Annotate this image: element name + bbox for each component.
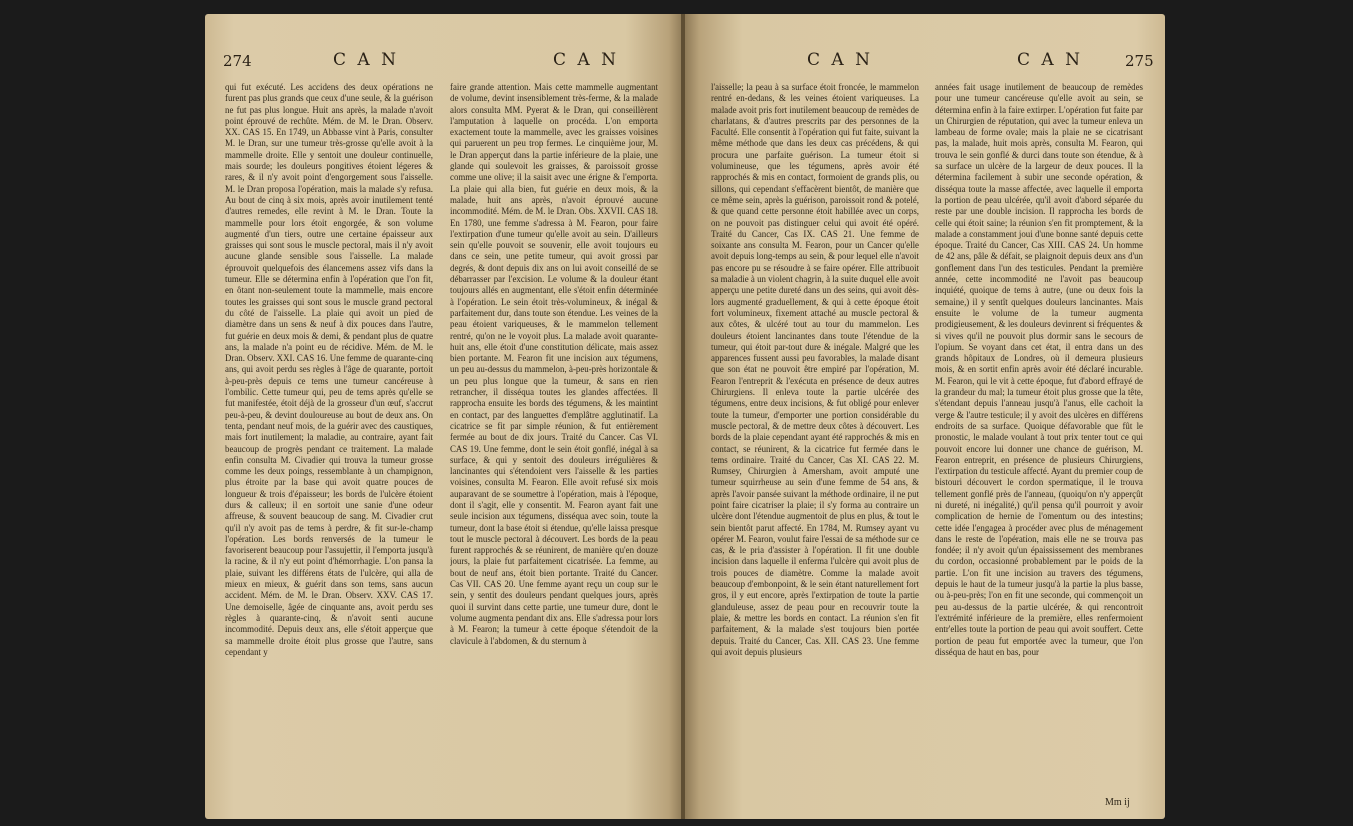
running-head: C A N [553,50,619,70]
left-page-header [223,50,673,78]
body-text: qui fut exécuté. Les accidens des deux opérations ne furent pas plus grands que ceux d'une seule, & la guérison ne fut pas plus longue. Huit ans après, la malade n'avoit point éprouvé de rechûte. Mém. de M. le Dran. Observ. XX. CAS 15. En 1749, un Abbasse vint à Paris, consulter M. le Dran, sur une tumeur très-grosse qu'elle avoit à la mammelle droite. Elle y sentoit une douleur continuelle, mais sourde; les douleurs pongitives étoient légeres & rares, & il n'y avoit point d'engorgement sous l'aisselle. M. le Dran proposa l'opération, mais la malade s'y refusa. Au bout de cinq à six mois, après avoir inutilement tenté d'autres remedes, elle revint à M. le Dran. Toute la mammelle pour lors étoit engorgée, & son volume augmenté d'un tiers, outre une certaine épaisseur aux graisses qui sont sous le muscle pectoral, mais il n'y avoit aucune glande sensible sous l'aisselle. La malade éprouvoit quelquefois des élancemens assez vifs dans la tumeur. Elle se détermina enfin à l'opération que l'on fit, en ôtant non-seulement toute la mammelle, mais encore toutes les graisses qui sont sous le muscle grand pectoral du côté de l'aisselle. La plaie qui avoit un pied de diamètre dans un sens & neuf à dix pouces dans l'autre, fut guérie en deux mois & demi, & pendant plus de quatre ans, la malade n'a point eu de récidive. Mém. de M. le Dran. Observ. XXI. CAS 16. Une femme de quarante-cinq ans, qui avoit perdu ses règles à l'âge de quarante, portoit à-peu-près depuis ce tems une tumeur cancéreuse à l'ombilic. Cette tumeur qui, peu de tems après qu'elle se fut manifestée, étoit déjà de la grosseur d'un œuf, s'accrut peu-à-peu, & devint douloureuse au bout de deux ans. On tenta, pendant neuf mois, de la guérir avec des caustiques, mais fort inutilement; la maladie, au contraire, ayant fait beaucoup de progrès pendant ce traitement. La malade enfin consulta M. Civadier qui trouva la tumeur grosse comme les deux poings, ressemblante à un champignon, plus étroite par la base qui avoit quatre pouces de longueur & trois d'épaisseur; les bords de l'ulcère étoient durs & calleux; il en sortoit une sanie d'une odeur affreuse, & souvent beaucoup de sang. M. Civadier crut qu'il n'y avoit pas de tems à perdre, & fit sur-le-champ l'opération. Les bords renversés de la tumeur le favoriserent beaucoup pour l'assujettir, il l'emporta jusqu'à la racine, & il n'y eut point d'hémorrhagie. L'on pansa la plaie, suivant les différens états de l'ulcère, qui alla de mieux en mieux, & guérit dans son tems, sans aucun accident. Mém. de M. le Dran. Observ. XXV. CAS 17. Une demoiselle, âgée de cinquante ans, avoit perdu ses règles à quarante-cinq, & n'avoit senti aucune incommodité. Depuis deux ans, elle s'étoit apperçue que sa mammelle droite étoit plus grosse que l'autre, sans cependant y [225,82,433,657]
left-page [205,14,683,819]
signature-mark: Mm ij [1105,797,1130,808]
body-text: faire grande attention. Mais cette mammelle augmentant de volume, devint insensiblement très-ferme, & la malade alors consulta MM. Pyerat & le Dran, qui conseillèrent l'amputation à laquelle on procéda. L'on emporta exactement toute la mammelle, avec les graisses voisines qui paruerent un peu trop fermes. Le cinquième jour, M. le Dran apperçut dans la partie inférieure de la plaie, une glande qui soulevoit les graisses, & paroissoit grosse comme une olive; il la saisit avec une érigne & l'emporta. La plaie qui alla bien, fut guérie en deux mois, & la malade, huit ans après, n'avoit éprouvé aucune incommodité. Mém. de M. le Dran. Obs. XXVII. CAS 18. En 1780, une femme s'adressa à M. Fearon, pour faire l'extirpation d'une tumeur qu'elle avoit au sein. D'ailleurs sein qu'elle pouvoit se souvenir, elle avoit toujours eu dans ce sein, une petite tumeur, qui avoit grossi par degrés, & dont depuis dix ans on lui avoit conseillé de se débarrasser par l'excision. Le volume & la douleur étant toujours allés en augmentant, elle s'étoit enfin déterminée à l'opération. Le sein étoit très-volumineux, & inégal & parfaitement dur, dans toute son étendue. Les veines de la peau étoient variqueuses, & le mammelon tellement rentré, qu'on ne le voyoit plus. La malade avoit quarante-huit ans, elle étoit d'une constitution délicate, mais assez bien portante. M. Fearon fit une incision aux tégumens, un peu au-dessus du mammelon, à-peu-près horizontale & un peu plus longue que la tumeur, & sans en rien retrancher, il disséqua toutes les glandes affectées. Il rapprocha ensuite les bords des tégumens, & les maintint en contact, par des languettes d'emplâtre agglutinatif. La cicatrice se fit par simple réunion, & fut entièrement fermée au bout de dix jours. Traité du Cancer. Cas VI. CAS 19. Une femme, dont le sein étoit gonflé, inégal à sa surface, & qui y sentoit des douleurs irrégulières & lancinantes qui s'étendoient vers l'aisselle & les parties voisines, consulta M. Fearon. Elle avoit refusé six mois auparavant de se soumettre à l'opération, mais à l'époque, dont il s'agit, elle y consentit. M. Fearon ayant fait une seule incision aux tégumens, disséqua avec soin, toute la tumeur, dont la base étoit si étendue, qu'elle laissa presque tout le muscle pectoral à découvert. Les bords de la peau furent rapprochés & se réunirent, de manière qu'en douze jours, la plaie fut parfaitement cicatrisée. La femme, au bout de neuf ans, étoit bien portante. Traité du Cancer. Cas VII. CAS 20. Une femme ayant reçu un coup sur le sein, y sentit des douleurs pendant quelques jours, après quoi il survint dans cette partie, une tumeur dure, dont le volume augmenta pendant dix ans. Elle s'adressa pour lors à M. Fearon; la tumeur à cette époque s'étendoit de la clavicule à l'abdomen, & du sternum à [450,82,658,646]
page-number: 274 [223,52,252,70]
right-page-header [697,50,1152,78]
page-number: 275 [1125,52,1154,70]
text-column-left [225,82,433,812]
running-head: C A N [807,50,873,70]
running-head: C A N [1017,50,1083,70]
text-column-right [450,82,658,812]
right-page [685,14,1165,819]
running-head: C A N [333,50,399,70]
body-text: l'aisselle; la peau à sa surface étoit froncée, le mammelon rentré en-dedans, & les veines étoient variqueuses. La malade avoit pris fort inutilement beaucoup de remèdes de charlatans, & d'autres prescrits par des personnes de la Faculté. Elle consentit à l'opération qui fut faite, suivant la même méthode que dans les deux cas précédens, & qui procura une parfaite guérison. La tumeur étoit si volumineuse, que les tégumens, après avoir été rapprochés & mis en contact, formoient de grands plis, ou sillons, qui cependant s'effacèrent bientôt, de manière que ce même sein, après la guérison, paroissoit rond & potelé, & que quand cette personne étoit habillée avec un corps, on ne pouvoit pas distinguer celui qui avoit été opéré. Traité du Cancer, Cas IX. CAS 21. Une femme de soixante ans consulta M. Fearon, pour un Cancer qu'elle avoit depuis long-temps au sein, & pour lequel elle n'avoit pas encore pu se résoudre à se faire opérer. Elle attribuoit sa maladie à un violent chagrin, à la suite duquel elle avoit apperçu une petite dureté dans un des seins, qui avoit dès-lors augmenté graduellement, & qui à cette époque étoit fort volumineux, fixement attaché au muscle pectoral & aux côtes, & ulcéré tout au tour du mammelon. Les douleurs étoient lancinantes dans toute l'étendue de la tumeur, qui étoit par-tout dure & inégale. Malgré que les apparences fussent aussi peu favorables, la malade disant que son état ne pouvoit être empiré par l'opération, M. Fearon l'entreprit & l'exécuta en présence de deux autres Chirurgiens. Il enleva toute la partie ulcérée des tégumens, entre deux incisions, & fut obligé pour enlever toute la tumeur, d'emporter une portion considérable du muscle pectoral, & de mettre deux côtes à découvert. Les bords de la plaie cependant ayant été rapprochés & mis en contact, se réunirent, & la cicatrice fut fermée dans le tems ordinaire. Traité du Cancer, Cas XI. CAS 22. M. Rumsey, Chirurgien à Amersham, avoit amputé une tumeur squirrheuse au sein d'une femme de 54 ans, & après l'avoir pansée suivant la méthode ordinaire, il ne put point faire cicatriser la plaie; il s'y forma au contraire un ulcère dont l'étendue augmentoit de plus en plus, & tout le sein bientôt parut affecté. En 1784, M. Rumsey ayant vu opérer M. Fearon, voulut faire l'essai de sa méthode sur ce cas, & le pria d'assister à l'opération. Il fit une double incision dans laquelle il enferma l'ulcère qui avoit plus de trois pouces de diamètre. Comme la malade avoit beaucoup d'embonpoint, & le sein étant naturellement fort gros, il y eut encore, après l'extirpation de toute la partie glanduleuse, assez de peau pour en recouvrir toute la plaie, & mettre les bords en contact. La réunion s'en fit parfaitement, & la malade s'est toujours bien portée depuis. Traité du Cancer, Cas. XII. CAS 23. Une femme qui avoit depuis plusieurs [711,82,919,657]
text-column-left [711,82,919,812]
body-text: années fait usage inutilement de beaucoup de remèdes pour une tumeur cancéreuse qu'elle avoit au sein, se détermina enfin à la faire extirper. L'opération fut faite par un Chirurgien de réputation, qui avec la tumeur enleva un lambeau de forme ovale; mais la plaie ne se cicatrisant pas, la malade, huit mois après, consulta M. Fearon, qui trouva le sein gonflé & durci dans toute son étendue, & à sa surface un ulcère de la largeur de deux pouces. Il la détermina facilement à subir une seconde opération, & disséqua toute la masse affectée, avec laquelle il emporta la portion de peau ulcérée, qu'il avoit d'abord séparée du reste par une double incision. Il rapprocha les bords de celle qui étoit saine; la réunion s'en fit promptement, & la malade a constamment joui d'une bonne santé depuis cette époque. Traité du Cancer, Cas XIII. CAS 24. Un homme de 42 ans, pâle & défait, se plaignoit depuis deux ans d'un gonflement dans l'un des testicules. Pendant la première année, cette incommodité ne l'avoit pas beaucoup inquiété, quoique de tems à autre, (une ou deux fois la semaine,) il y sentît quelques douleurs lancinantes. Mais ensuite le volume de la tumeur augmenta prodigieusement, & les douleurs devinrent si fréquentes & si vives qu'il ne pouvoit plus dormir sans le secours de l'opium. Se voyant dans cet état, il entra dans un des grands hôpitaux de Londres, où il demeura plusieurs mois, & en sortit enfin après avoir été déclaré incurable. M. Fearon, qui le vit à cette époque, fut d'abord effrayé de la grandeur du mal; la tumeur étoit plus grosse que la tête, s'étendant depuis l'anneau jusqu'à l'anus, elle cachoit la verge & l'autre testicule; il y avoit des ulcères en différens endroits de sa surface. Quoique défavorable que fût le pronostic, le malade voulant à tout prix tenter tout ce qui pouvoit encore lui donner une chance de guérison, M. Fearon entreprit, en présence de plusieurs Chirurgiens, l'extirpation du testicule affecté. Ayant du premier coup de bistouri découvert le cordon spermatique, il le trouva tellement gonflé près de l'anneau, (quoiqu'on n'y apperçût ni dureté, ni inégalité,) qu'il pensa qu'il pourroit y avoir complication de hernie de l'omentum ou des intestins; cette idée l'engagea à procéder avec plus de ménagement dans le reste de l'opération, mais elle ne se trouva pas fondée; il n'y avoit qu'un épaississement des membranes du cordon, occasionné probablement par le poids de la partie. L'on fit une incision au travers des tégumens, depuis le haut de la tumeur jusqu'à la partie la plus basse, ou à-peu-près; l'on en fit une seconde, qui commençoit un peu au-dessus de la partie ulcérée, & qui rencontroit l'extrémité inférieure de la première, elles renfermoient entr'elles toute la portion de peau qui avoit souffert. Cette portion de peau fut emportée avec la tumeur, que l'on disséqua de haut en bas, pour [935,82,1143,657]
open-book [205,14,1165,819]
text-column-right [935,82,1143,794]
